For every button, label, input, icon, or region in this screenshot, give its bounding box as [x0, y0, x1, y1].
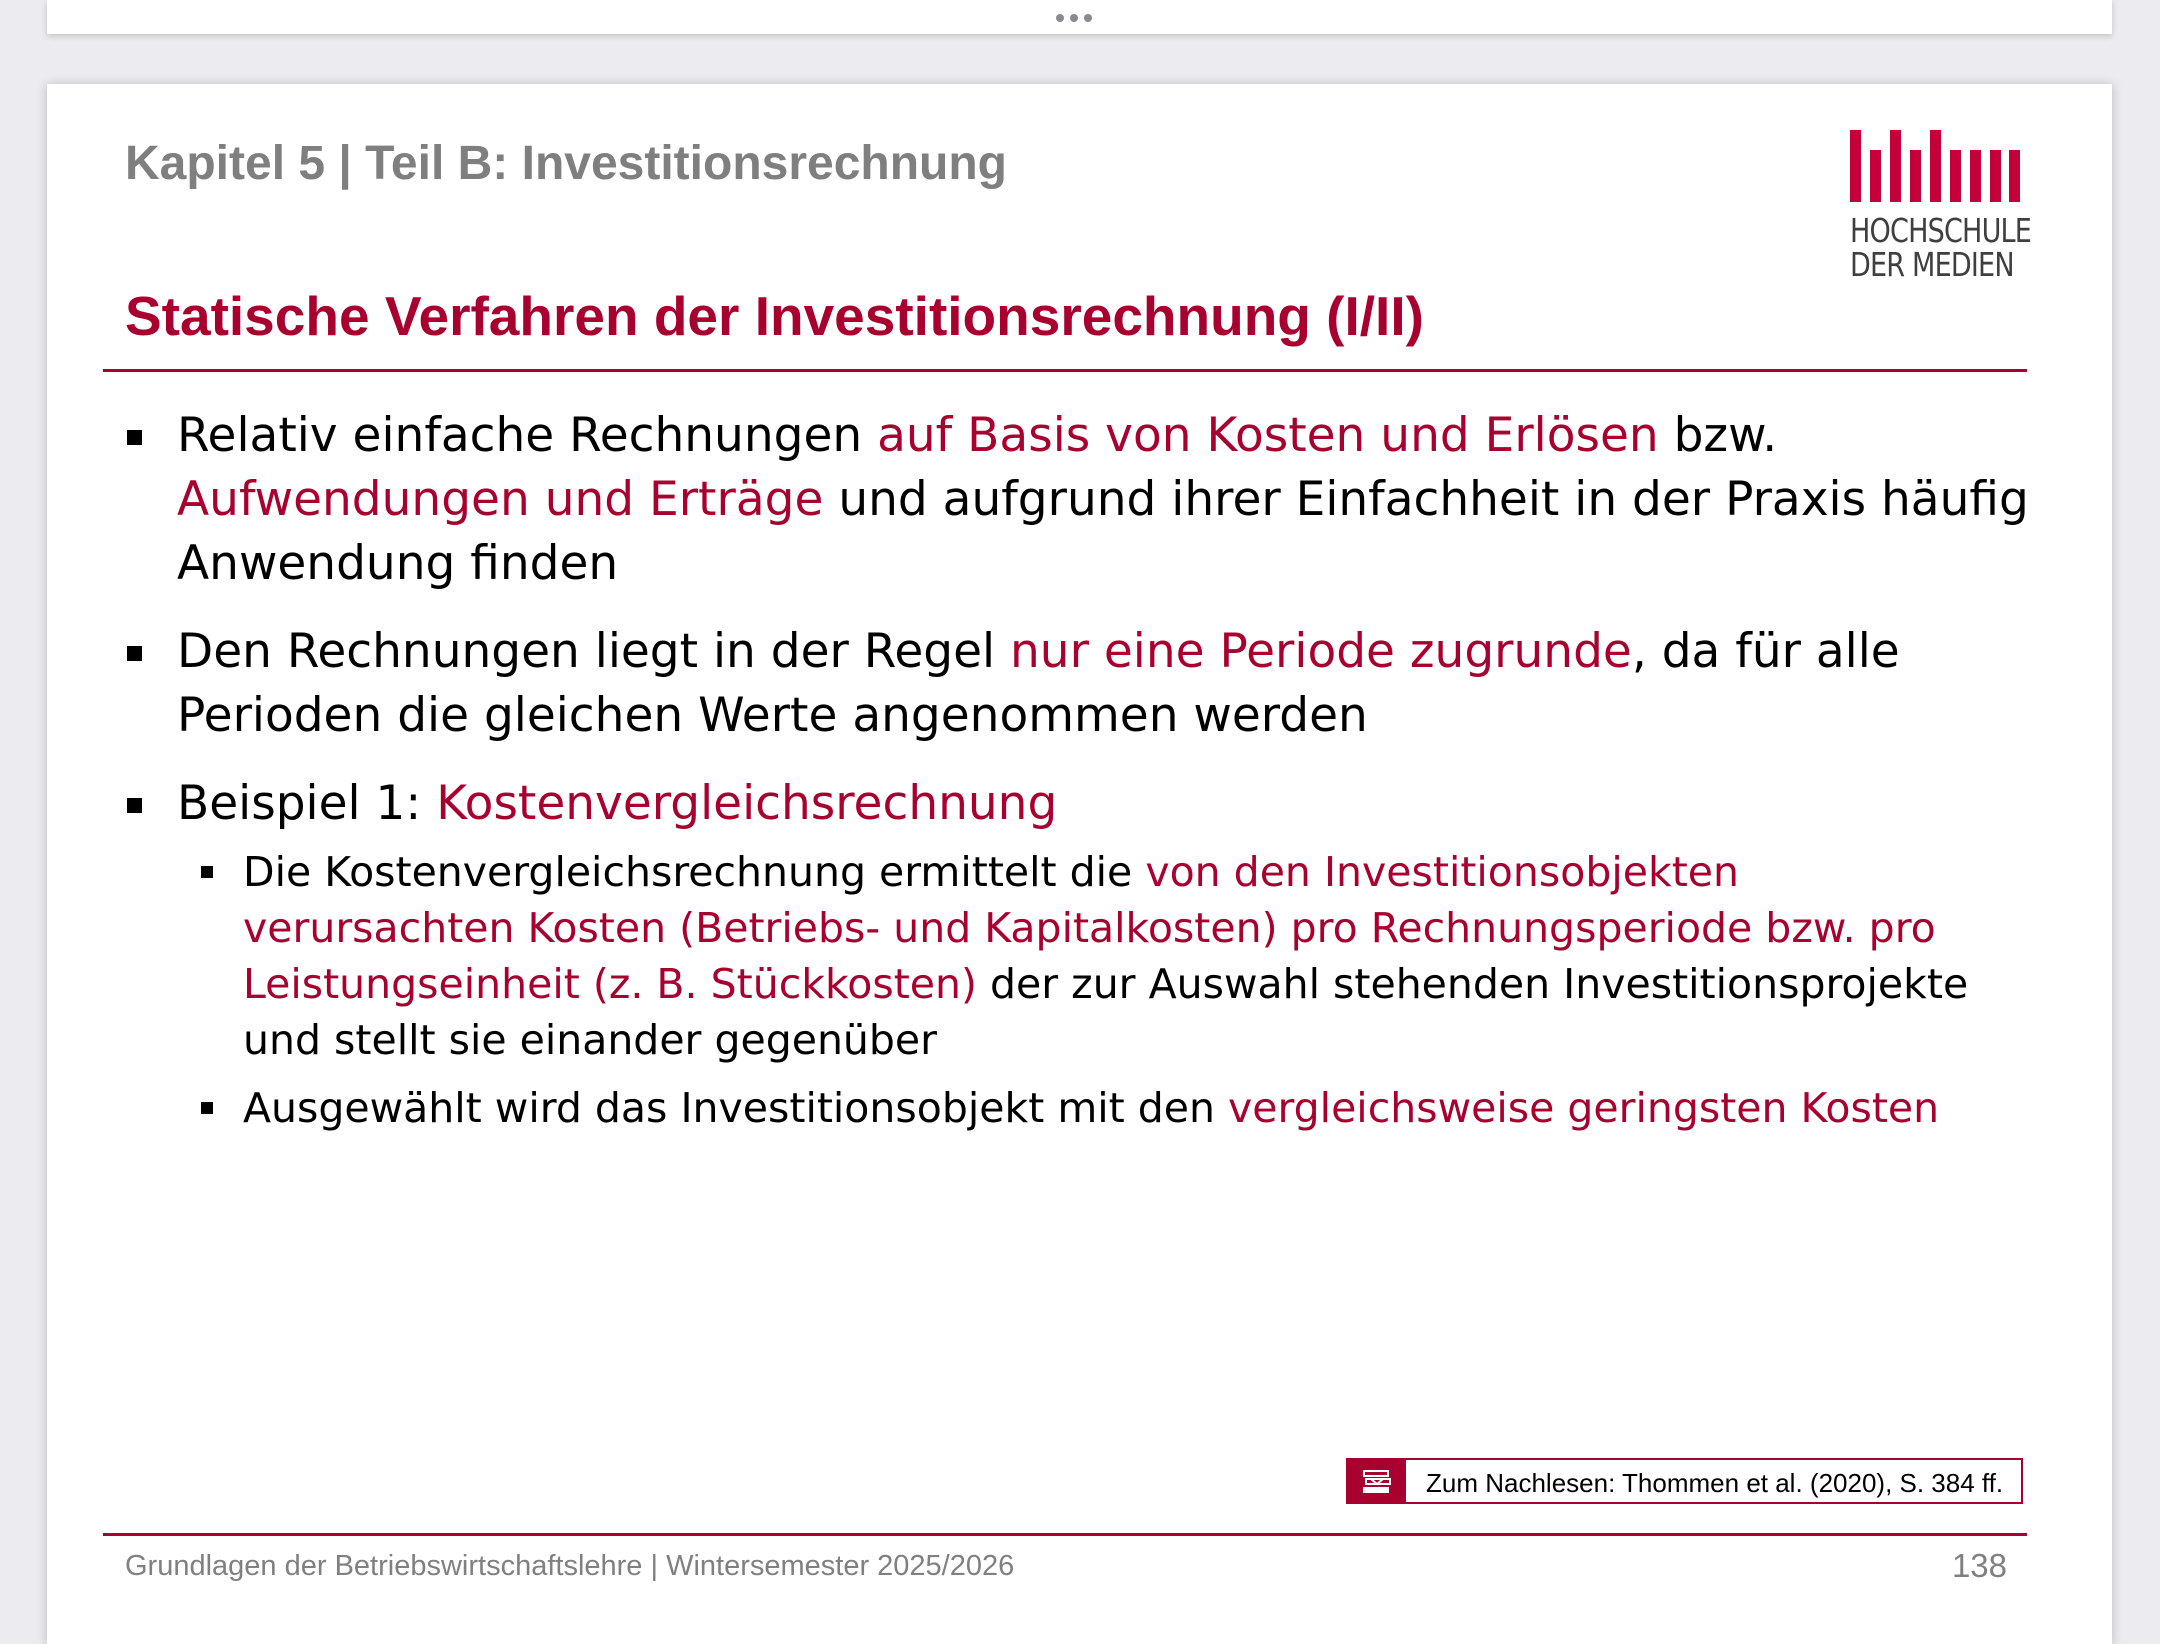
logo-bars-icon: [1850, 130, 2020, 202]
bullet-2: Den Rechnungen liegt in der Regel nur eine Periode zugrunde, da für alle Perioden die gleichen Werte angenommen werden: [125, 620, 2025, 748]
sub-bullet-square-icon: [201, 1102, 213, 1114]
bullet-square-icon: [127, 430, 142, 445]
page-number: 138: [1951, 1547, 2007, 1584]
slide-content: [125, 404, 2029, 1148]
slide-title: Statische Verfahren der Investitionsrechnung (I/II): [125, 285, 1424, 347]
book-stack-icon: [1348, 1460, 1406, 1502]
bullet-square-icon: [127, 798, 142, 813]
hdm-logo: [1850, 130, 2032, 284]
slide: [47, 84, 2112, 1644]
sub-bullet-2: Ausgewählt wird das Investitionsobjekt mit den vergleichsweise geringsten Kosten: [125, 1080, 2025, 1136]
footer-divider: [103, 1533, 2027, 1536]
footer-text: Grundlagen der Betriebswirtschaftslehre | Wintersemester 2025/2026: [125, 1550, 1015, 1582]
bullet-square-icon: [127, 646, 142, 661]
sub-bullet-square-icon: [201, 866, 213, 878]
more-dots-icon[interactable]: [1056, 14, 1092, 22]
bullet-3: Beispiel 1: Kostenvergleichsrechnung: [125, 772, 2025, 836]
reference-text: Zum Nachlesen: Thommen et al. (2020), S. 384 ff.: [1426, 1468, 2004, 1498]
sub-bullet-1: Die Kostenvergleichsrechnung ermittelt die von den Investitionsobjekten verursachten Kosten (Betriebs- und Kapitalkosten) pro Rechnungsperiode bzw. pro Leistungseinheit (z. B. Stückkosten) der zur Auswahl stehenden Investitionsprojekte und stellt sie einander gegenüber: [125, 844, 2025, 1068]
chapter-heading: Kapitel 5 | Teil B: Investitionsrechnung: [125, 137, 1007, 190]
bullet-1: Relativ einfache Rechnungen auf Basis von Kosten und Erlösen bzw. Aufwendungen und Erträge und aufgrund ihrer Einfachheit in der Praxis häufig Anwendung finden: [125, 404, 2025, 596]
logo-text: HOCHSCHULE DER MEDIEN: [1850, 211, 2032, 284]
title-divider: [103, 369, 2027, 372]
reference-box: [1346, 1458, 2023, 1504]
